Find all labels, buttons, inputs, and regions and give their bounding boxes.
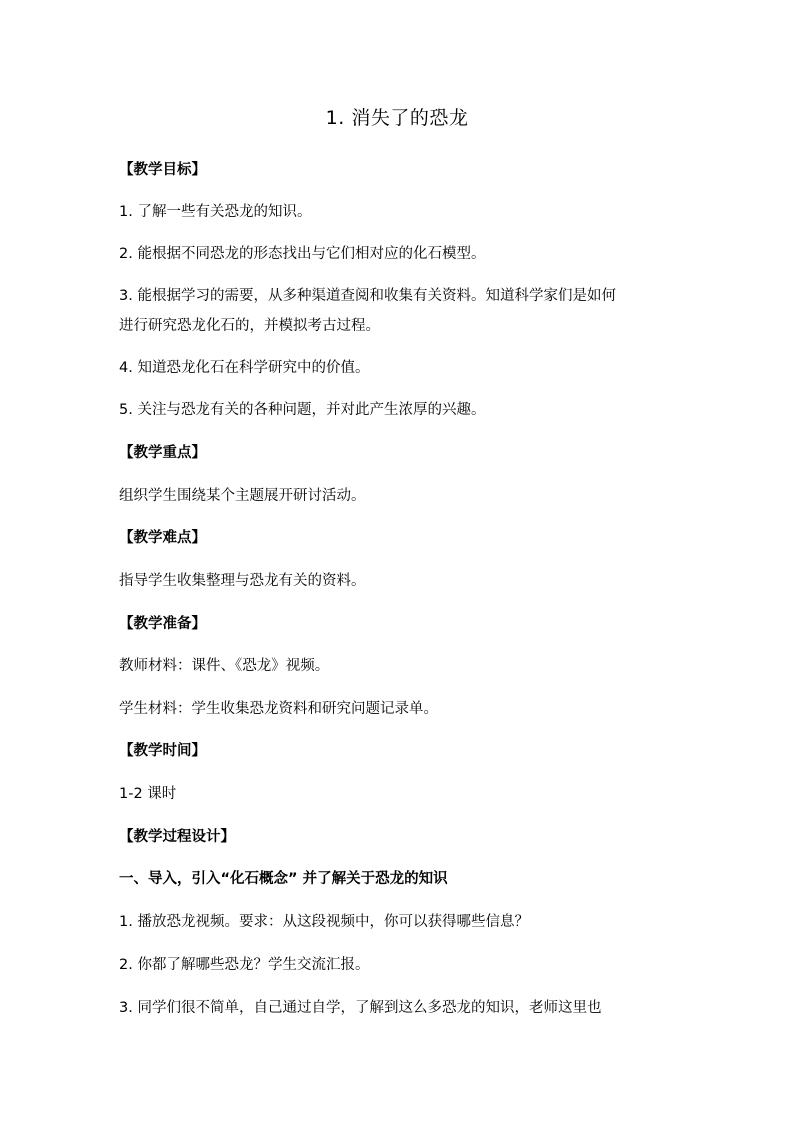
document-title: 1. 消失了的恐龙	[325, 107, 469, 129]
student-materials: 学生材料：学生收集恐龙资料和研究问题记录单。	[119, 701, 438, 717]
key-points-text: 组织学生围绕某个主题展开研讨活动。	[119, 488, 366, 504]
preparation-heading: 【教学准备】	[119, 616, 206, 632]
process-heading: 【教学过程设计】	[119, 829, 235, 845]
objective-item-3: 3. 能根据学习的需要，从多种渠道查阅和收集有关资料。知道科学家们是如何	[119, 288, 616, 304]
difficulties-heading: 【教学难点】	[119, 530, 206, 546]
objective-item-5: 5. 关注与恐龙有关的各种问题，并对此产生浓厚的兴趣。	[119, 402, 486, 418]
process-item-3: 3. 同学们很不简单，自己通过自学，了解到这么多恐龙的知识，老师这里也	[119, 1000, 602, 1016]
objective-item-4: 4. 知道恐龙化石在科学研究中的价值。	[119, 360, 370, 376]
objective-item-2: 2. 能根据不同恐龙的形态找出与它们相对应的化石模型。	[119, 246, 486, 262]
time-heading: 【教学时间】	[119, 743, 206, 759]
objectives-heading: 【教学目标】	[119, 162, 206, 178]
objective-item-3-continued: 进行研究恐龙化石的，并模拟考古过程。	[119, 318, 380, 334]
time-text: 1-2 课时	[119, 786, 177, 802]
process-item-2: 2. 你都了解哪些恐龙？学生交流汇报。	[119, 957, 370, 973]
key-points-heading: 【教学重点】	[119, 445, 206, 461]
process-subheading: 一、导入，引入“化石概念” 并了解关于恐龙的知识	[119, 871, 448, 887]
teacher-materials: 教师材料：课件、《恐龙》视频。	[119, 658, 330, 674]
process-item-1: 1. 播放恐龙视频。要求：从这段视频中，你可以获得哪些信息？	[119, 914, 529, 930]
objective-item-1: 1. 了解一些有关恐龙的知识。	[119, 204, 312, 220]
difficulties-text: 指导学生收集整理与恐龙有关的资料。	[119, 573, 366, 589]
